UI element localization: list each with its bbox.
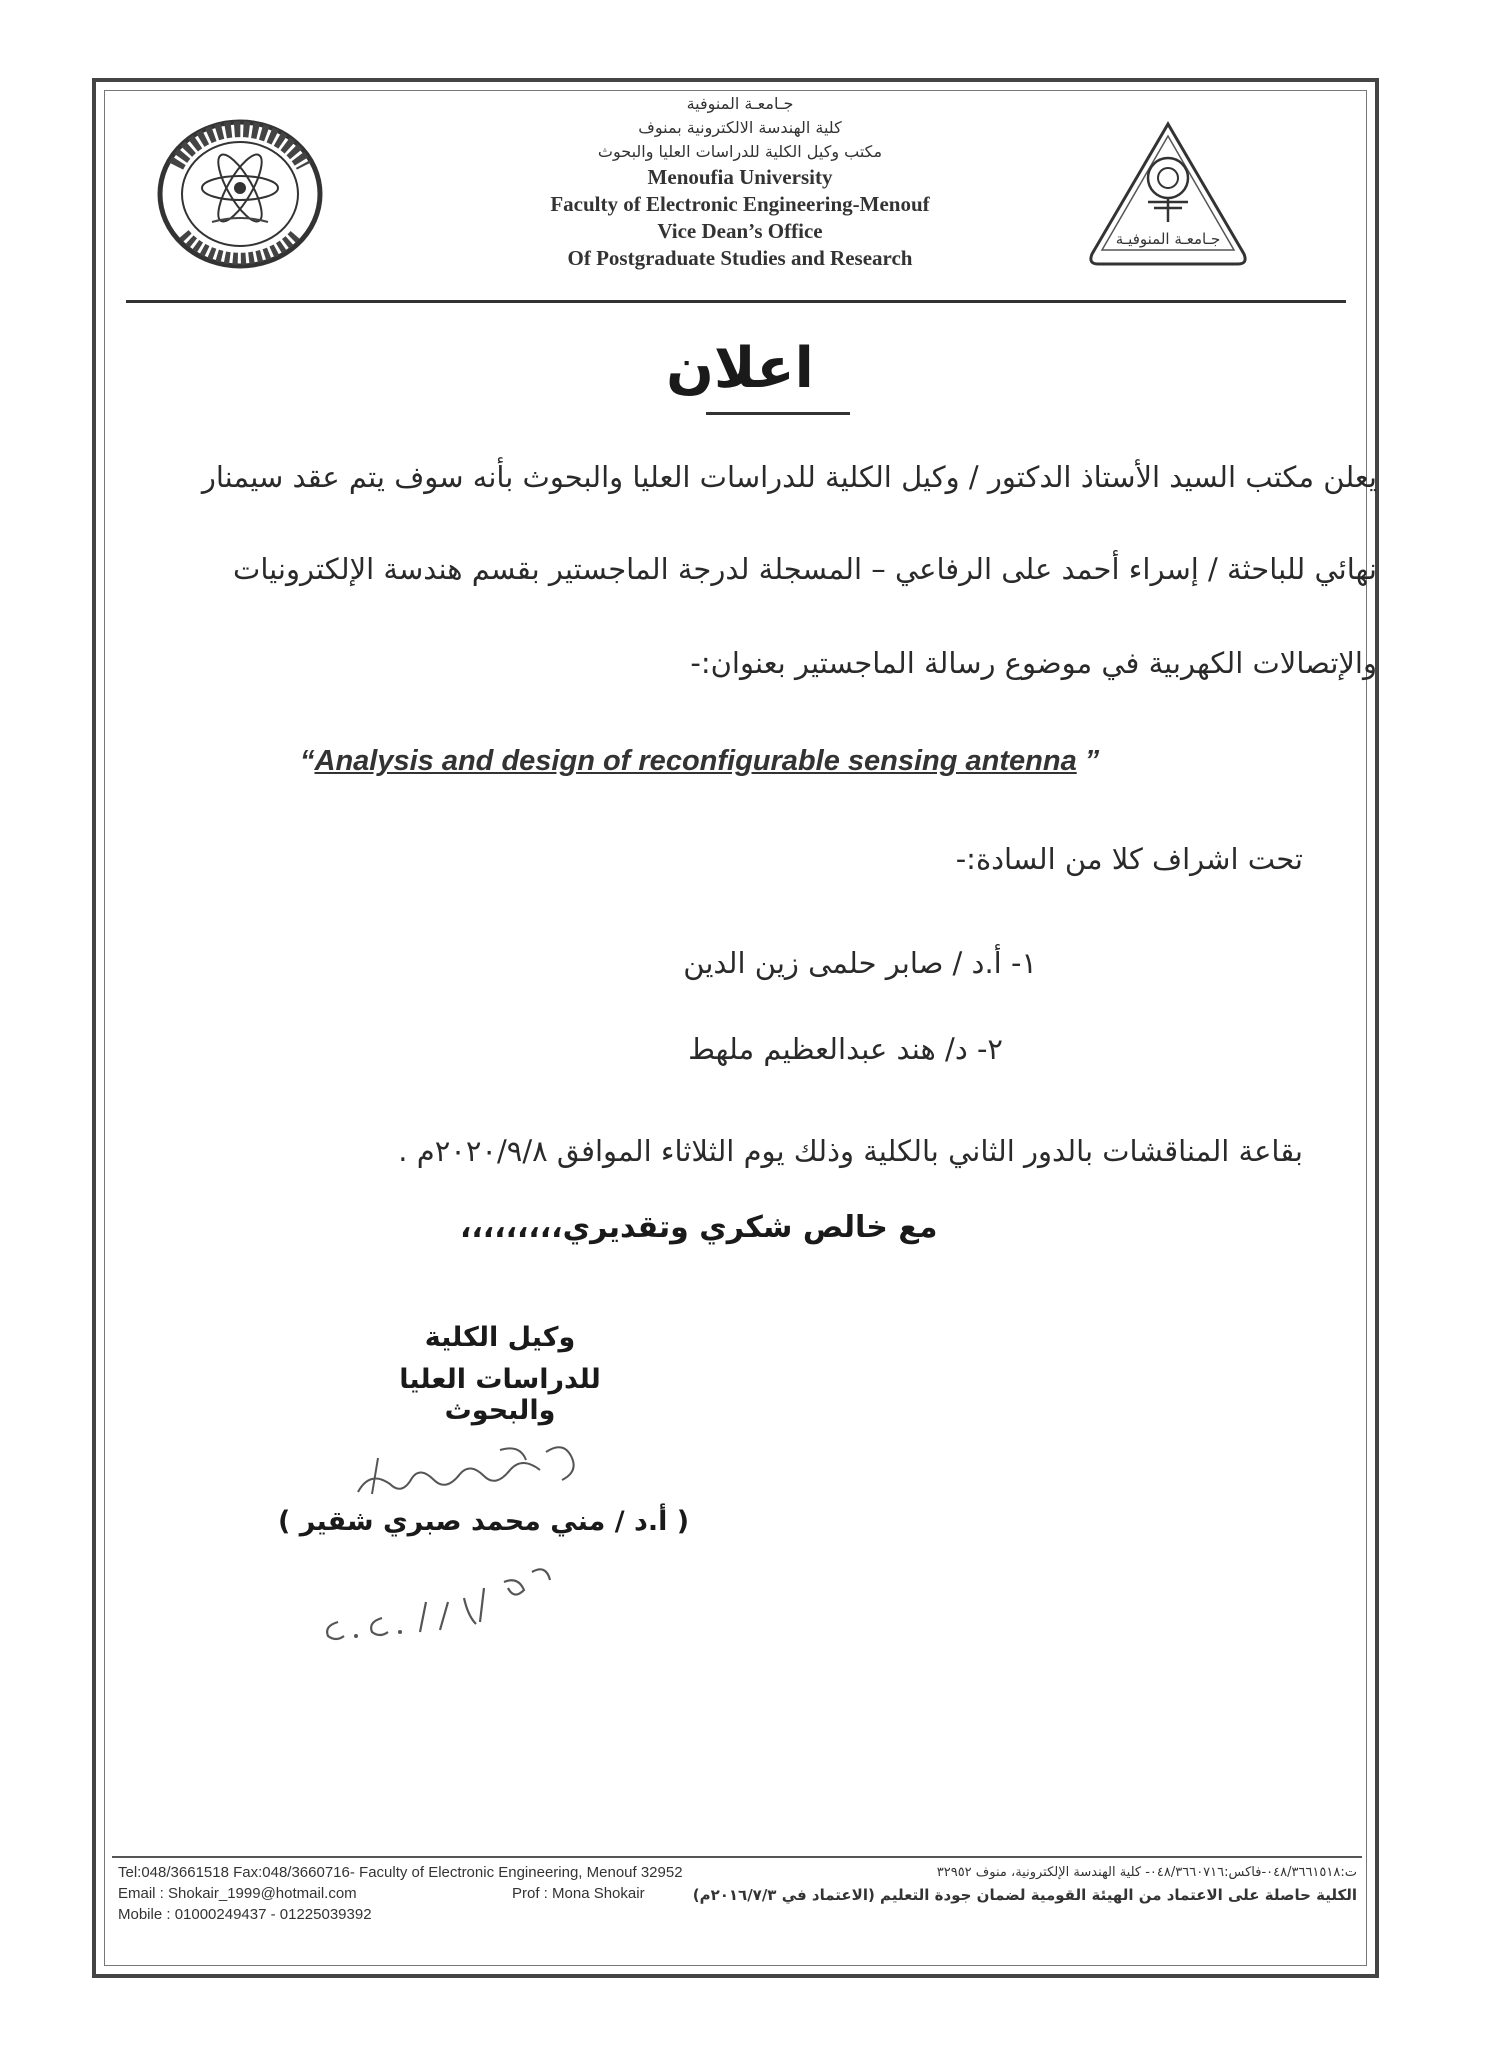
faculty-name-ar: كلية الهندسة الالكترونية بمنوف bbox=[638, 118, 842, 137]
closing-line: مع خالص شكري وتقديري،،،،،،،،، bbox=[460, 1210, 938, 1245]
supervisor-2: ٢- د/ هند عبدالعظيم ملهط bbox=[688, 1032, 1003, 1066]
handwritten-date bbox=[318, 1566, 568, 1646]
footer-accreditation: الكلية حاصلة على الاعتماد من الهيئة القومية لضمان جودة التعليم (الاعتماد في ٢٠١٦/٧/٣م) bbox=[692, 1886, 1357, 1904]
footer-contact-ar bbox=[693, 1862, 1357, 1906]
announcement-title: اعلان bbox=[666, 336, 814, 401]
venue-line: بقاعة المناقشات بالدور الثاني بالكلية وذلك يوم الثلاثاء الموافق ٢٠٢٠/٩/٨م . bbox=[398, 1134, 1303, 1168]
footer-tel-fax: Tel:048/3661518 Fax:048/3660716- Faculty of Electronic Engineering, Menouf 32952 bbox=[118, 1864, 683, 1881]
thesis-title-text: Analysis and design of reconfigurable sensing antenna bbox=[314, 745, 1077, 777]
university-logo bbox=[1084, 118, 1252, 270]
footer-mobile: Mobile : 01000249437 - 01225039392 bbox=[118, 1906, 372, 1923]
thesis-title: “Analysis and design of reconfigurable sensing antenna ” bbox=[300, 745, 1100, 777]
signatory-title-1: وكيل الكلية bbox=[424, 1322, 576, 1353]
body-line-1: يعلن مكتب السيد الأستاذ الدكتور / وكيل الكلية للدراسات العليا والبحوث بأنه سوف يتم عقد سيمنار bbox=[201, 460, 1377, 494]
header-divider bbox=[126, 300, 1346, 303]
footer-contact-en bbox=[118, 1862, 683, 1925]
office-dept-en: Of Postgraduate Studies and Research bbox=[567, 246, 913, 270]
title-underline bbox=[706, 412, 850, 415]
office-name-en: Vice Dean’s Office bbox=[657, 219, 823, 243]
signatory-name: ( أ.د / مني محمد صبري شقير ) bbox=[278, 1506, 690, 1537]
handwritten-signature bbox=[350, 1440, 590, 1510]
footer-email: Email : Shokair_1999@hotmail.com bbox=[118, 1885, 357, 1902]
signatory-title-2: للدراسات العليا والبحوث bbox=[399, 1364, 601, 1426]
body-line-2: نهائي للباحثة / إسراء أحمد على الرفاعي – المسجلة لدرجة الماجستير بقسم هندسة الإلكترونيات bbox=[233, 552, 1377, 586]
footer-prof: Prof : Mona Shokair bbox=[512, 1885, 645, 1902]
office-name-ar: مكتب وكيل الكلية للدراسات العليا والبحوث bbox=[597, 142, 883, 161]
footer-divider bbox=[112, 1856, 1362, 1858]
faculty-name-en: Faculty of Electronic Engineering-Menouf bbox=[550, 192, 930, 216]
university-name-ar: جـامعـة المنوفية bbox=[686, 94, 794, 113]
letterhead bbox=[460, 92, 1020, 272]
faculty-seal-logo bbox=[156, 118, 324, 270]
supervisor-1: ١- أ.د / صابر حلمى زين الدين bbox=[683, 946, 1037, 980]
footer-arabic-contact: ت:٠٤٨/٣٦٦١٥١٨-فاكس:٠٤٨/٣٦٦٠٧١٦- كلية الهندسة الإلكترونية، منوف ٣٢٩٥٢ bbox=[936, 1865, 1357, 1880]
university-logo-text: جـامعـة المنوفيـة bbox=[1115, 230, 1221, 248]
supervision-intro: تحت اشراف كلا من السادة:- bbox=[955, 842, 1303, 876]
body-line-3: والإتصالات الكهربية في موضوع رسالة الماجستير بعنوان:- bbox=[690, 646, 1377, 680]
university-name-en: Menoufia University bbox=[647, 165, 833, 189]
